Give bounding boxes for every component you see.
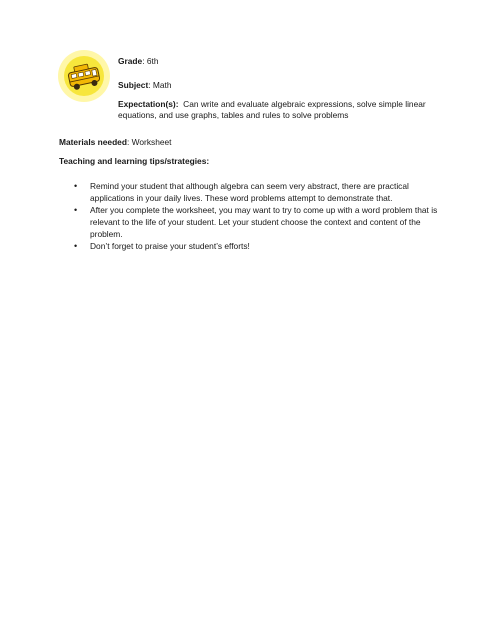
expectation-text-1: Can write and evaluate algebraic expressions, solve simple linear	[178, 99, 426, 109]
school-bus-logo-icon	[58, 50, 110, 102]
subject-value: : Math	[148, 80, 172, 90]
list-item: • Remind your student that although algebra can seem very abstract, there are practical applications in your daily lives. These word problems attempt to demonstrate that.	[59, 180, 439, 204]
grade-label: Grade	[118, 56, 143, 66]
materials-label: Materials needed	[59, 137, 127, 147]
list-item: • Don’t forget to praise your student’s efforts!	[59, 240, 439, 252]
list-item: • After you complete the worksheet, you may want to try to come up with a word problem that is relevant to the life of your student. Let your student choose the context and content of the problem.	[59, 204, 439, 240]
expectation-block	[118, 99, 448, 121]
expectation-text-2: equations, and use graphs, tables and rules to solve problems	[118, 110, 349, 120]
subject-line	[118, 80, 172, 91]
tips-heading: Teaching and learning tips/strategies:	[59, 156, 210, 166]
materials-line	[59, 137, 172, 148]
grade-line	[118, 56, 159, 67]
tips-list	[59, 180, 439, 252]
expectation-label: Expectation(s):	[118, 99, 179, 109]
grade-value: : 6th	[142, 56, 159, 66]
subject-label: Subject	[118, 80, 149, 90]
materials-value: : Worksheet	[126, 137, 172, 147]
